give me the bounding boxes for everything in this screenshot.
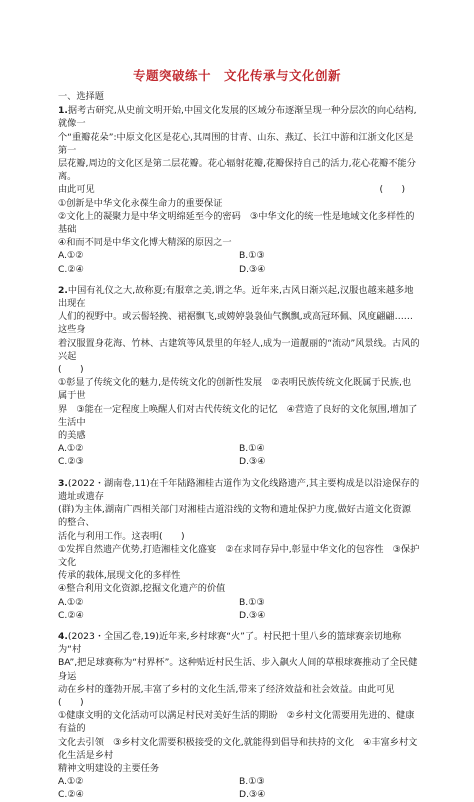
- statement-line: 精神文明建设的主要任务: [58, 762, 160, 774]
- question-3: [58, 477, 420, 622]
- statement-line: ②文化上的凝聚力是中华文明绵延至今的密码 ③中华文化的统一性是地域文化多样性的基础: [58, 210, 415, 236]
- question-stem-line: 着汉服置身花海、竹林、古建筑等风景里的年轻人,成为一道靓丽的“流动”风景线。古风的兴起: [58, 337, 420, 362]
- option-a[interactable]: A.①②: [58, 596, 84, 608]
- section-heading: 一、选择题: [58, 91, 104, 102]
- answer-options: [58, 442, 420, 455]
- question-stem-line: 1.据考古研究,从史前文明开始,中国文化发展的区域分布逐渐呈现一种分层次的向心结构,就像一: [58, 105, 417, 130]
- answer-options: [58, 249, 420, 262]
- option-c[interactable]: C.②④: [58, 789, 84, 801]
- question-stem-line: 由此可见 ( ): [58, 184, 406, 196]
- statement-line: ①彰显了传统文化的魅力,是传统文化的创新性发展 ②表明民族传统文化既属于民族,也属于世: [58, 377, 412, 402]
- option-c[interactable]: C.②③: [58, 456, 84, 468]
- page-title: 专题突破练十 文化传承与文化创新: [132, 68, 341, 83]
- statement-line: 界 ③能在一定程度上唤醒人们对古代传统文化的记忆 ④营造了良好的文化氛围,增加了生活中: [58, 403, 418, 428]
- option-a[interactable]: A.①②: [58, 250, 84, 262]
- question-2: [58, 284, 420, 469]
- option-b[interactable]: B.①④: [239, 443, 265, 455]
- statement-line: ①健康文明的文化活动可以满足村民对美好生活的期盼 ②乡村文化需要用先进的、健康有益的: [58, 710, 415, 735]
- answer-options: [58, 788, 420, 801]
- option-d[interactable]: D.③④: [239, 456, 266, 468]
- answer-options: [58, 775, 420, 788]
- question-4: [58, 630, 420, 802]
- question-stem-line: 个“重瓣花朵”:中原文化区是花心,其周围的甘青、山东、燕辽、长江中游和江浙文化区是第一: [58, 131, 414, 156]
- question-number: 1.: [58, 105, 68, 117]
- statement-line: ①创新是中华文化永葆生命力的重要保证: [58, 197, 223, 209]
- answer-options: [58, 263, 420, 276]
- statement-line: ①发挥自然遗产优势,打造湘桂文化盛宴 ②在求同存异中,彰显中华文化的包容性 ③保护文化: [58, 543, 420, 568]
- option-d[interactable]: D.③④: [239, 263, 266, 275]
- statement-line: 传承的载体,展现文化的多样性: [58, 570, 181, 582]
- option-d[interactable]: D.③④: [239, 609, 266, 621]
- option-a[interactable]: A.①②: [58, 443, 84, 455]
- question-stem-line: 动在乡村的蓬勃开展,丰富了乡村的文化生活,带来了经济效益和社会效益。由此可见( ): [58, 683, 395, 708]
- question-stem-line: 层花瓣,周边的文化区是第二层花瓣。花心辐射花瓣,花瓣保持自己的活力,花心花瓣不能分离。: [58, 158, 416, 183]
- option-d[interactable]: D.③④: [239, 789, 266, 801]
- question-stem-line: (群)为主体,湖南广西相关部门对湘桂古道沿线的文物和遗址保护力度,做好古道文化资源的整合、: [58, 504, 411, 529]
- question-stem-line: BA”,把足球赛称为“村界杯”。这种贴近村民生活、步入飙火人间的草根球赛推动了全民健身运: [58, 657, 418, 682]
- answer-options: [58, 596, 420, 609]
- question-1: [58, 104, 420, 276]
- question-number: 3.: [58, 477, 68, 489]
- question-number: 2.: [58, 284, 68, 296]
- option-c[interactable]: C.②④: [58, 609, 84, 621]
- question-stem-line: ( ): [58, 364, 84, 376]
- question-stem-line: 2.中国有礼仪之大,故称夏;有服章之美,谓之华。近年来,古风日渐兴起,汉服也越来越多地出现在: [58, 284, 414, 310]
- option-c[interactable]: C.②④: [58, 263, 84, 275]
- statement-line: 文化去引领 ③乡村文化需要积极接受的文化,就能得到倡导和扶持的文化 ④丰富乡村文化生活是乡村: [58, 736, 418, 761]
- question-stem-line: 人们的视野中。或云髻轻挽、裙裾飘飞,或娉婷袅袅仙气飘飘,或高冠环佩、风度翩翩……这些身: [58, 311, 413, 336]
- option-b[interactable]: B.①③: [239, 776, 265, 788]
- question-stem-line: 4.(2023・全国乙卷,19)近年来,乡村球赛“火”了。村民把十里八乡的篮球赛亲切地称为“村: [58, 630, 402, 656]
- option-b[interactable]: B.①③: [239, 596, 265, 608]
- answer-options: [58, 609, 420, 622]
- document-body: [58, 90, 420, 802]
- option-b[interactable]: B.①③: [239, 250, 265, 262]
- statement-line: ④和而不同是中华文化博大精深的原因之一: [58, 237, 232, 249]
- statement-line: 的美感: [58, 430, 86, 442]
- option-a[interactable]: A.①②: [58, 776, 84, 788]
- answer-options: [58, 455, 420, 468]
- question-stem-line: 活化与利用工作。这表明( ): [58, 530, 185, 542]
- question-stem-line: 3.(2022・湖南卷,11)在千年陆路湘桂古道作为文化线路遗产,其主要构成是以沿途保存的遗址或遗存: [58, 477, 420, 502]
- statement-line: ④整合利用文化资源,挖掘文化遗产的价值: [58, 583, 226, 595]
- question-number: 4.: [58, 630, 68, 642]
